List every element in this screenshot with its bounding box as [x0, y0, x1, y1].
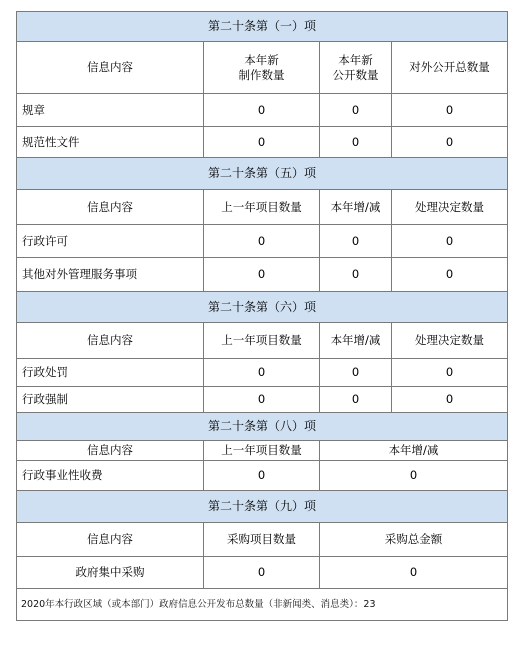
cell-value: 0 — [204, 557, 320, 589]
cell-value: 0 — [320, 387, 392, 413]
header-info-content: 信息内容 — [17, 441, 204, 461]
row-label-administrative-license: 行政许可 — [17, 225, 204, 258]
row-label-administrative-enforcement: 行政强制 — [17, 387, 204, 413]
footer-total-published-note: 2020年本行政区域（或本部门）政府信息公开发布总数量（非新闻类、消息类）：23 — [17, 589, 508, 621]
row-label-administrative-fees: 行政事业性收费 — [17, 461, 204, 491]
header-decision-count: 处理决定数量 — [392, 323, 508, 359]
cell-value: 0 — [392, 387, 508, 413]
section-title-article-20-9: 第二十条第（九）项 — [17, 491, 508, 523]
row-label-normative-documents: 规范性文件 — [17, 127, 204, 158]
header-info-content: 信息内容 — [17, 323, 204, 359]
header-year-change: 本年增/减 — [320, 441, 508, 461]
header-info-content: 信息内容 — [17, 42, 204, 94]
gov-info-disclosure-table — [16, 11, 508, 621]
row-label-regulations: 规章 — [17, 94, 204, 127]
cell-value: 0 — [320, 557, 508, 589]
section-title-article-20-6: 第二十条第（六）项 — [17, 292, 508, 323]
cell-value: 0 — [392, 359, 508, 387]
row-label-other-services: 其他对外管理服务事项 — [17, 258, 204, 292]
section-title-article-20-8: 第二十条第（八）项 — [17, 413, 508, 441]
header-decision-count: 处理决定数量 — [392, 190, 508, 225]
cell-value: 0 — [320, 461, 508, 491]
cell-value: 0 — [320, 94, 392, 127]
cell-value: 0 — [392, 258, 508, 292]
cell-value: 0 — [204, 359, 320, 387]
header-info-content: 信息内容 — [17, 523, 204, 557]
header-new-produced-count: 本年新 制作数量 — [204, 42, 320, 94]
header-total-published-count: 对外公开总数量 — [392, 42, 508, 94]
cell-value: 0 — [204, 127, 320, 158]
row-label-government-procurement: 政府集中采购 — [17, 557, 204, 589]
header-procurement-item-count: 采购项目数量 — [204, 523, 320, 557]
cell-value: 0 — [320, 359, 392, 387]
header-prev-year-count: 上一年项目数量 — [204, 441, 320, 461]
section-title-article-20-5: 第二十条第（五）项 — [17, 158, 508, 190]
header-new-published-count: 本年新 公开数量 — [320, 42, 392, 94]
cell-value: 0 — [204, 461, 320, 491]
header-year-change: 本年增/减 — [320, 190, 392, 225]
header-year-change: 本年增/减 — [320, 323, 392, 359]
cell-value: 0 — [320, 127, 392, 158]
cell-value: 0 — [392, 225, 508, 258]
row-label-administrative-penalty: 行政处罚 — [17, 359, 204, 387]
header-info-content: 信息内容 — [17, 190, 204, 225]
cell-value: 0 — [320, 258, 392, 292]
cell-value: 0 — [204, 387, 320, 413]
section-title-article-20-1: 第二十条第（一）项 — [17, 12, 508, 42]
cell-value: 0 — [204, 225, 320, 258]
header-prev-year-count: 上一年项目数量 — [204, 190, 320, 225]
cell-value: 0 — [320, 225, 392, 258]
header-procurement-total-amount: 采购总金额 — [320, 523, 508, 557]
cell-value: 0 — [204, 258, 320, 292]
header-prev-year-count: 上一年项目数量 — [204, 323, 320, 359]
cell-value: 0 — [204, 94, 320, 127]
cell-value: 0 — [392, 94, 508, 127]
cell-value: 0 — [392, 127, 508, 158]
